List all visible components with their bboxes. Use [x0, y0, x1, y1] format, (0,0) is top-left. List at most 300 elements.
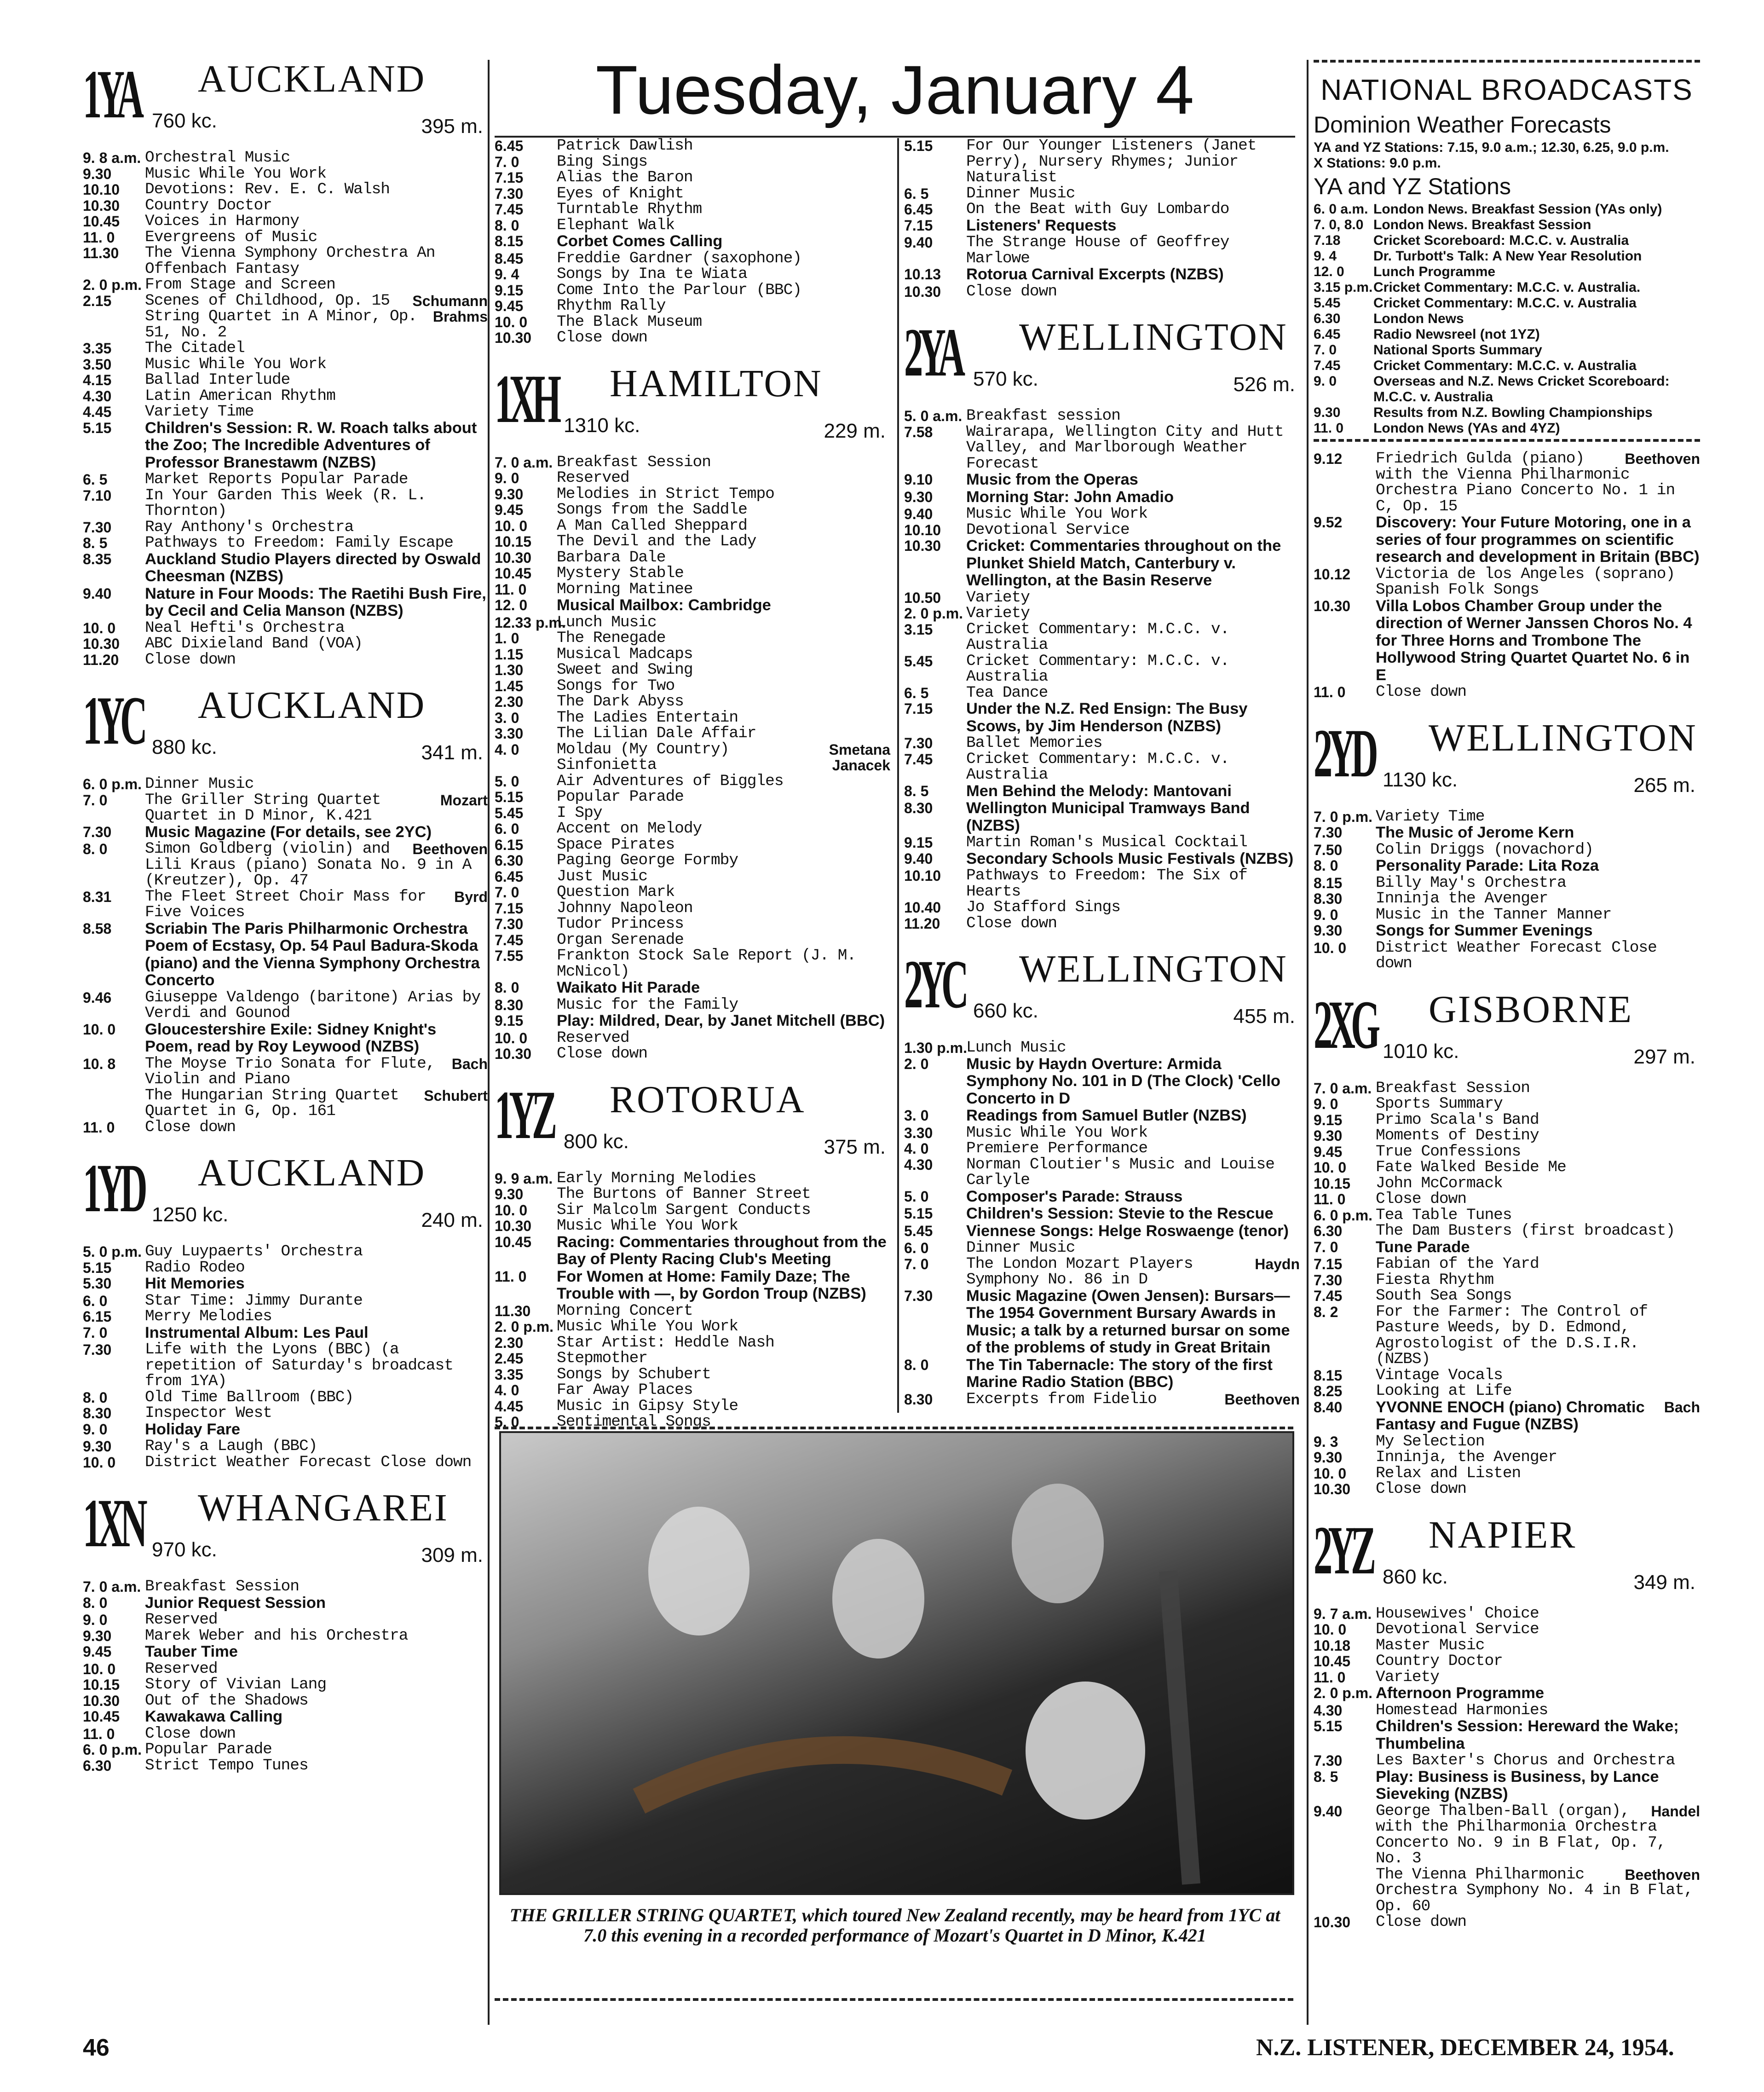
- program-title: Martin Roman's Musical Cocktail: [966, 833, 1247, 851]
- program-title: Songs from the Saddle: [557, 501, 747, 519]
- program-title: Mystery Stable: [557, 564, 684, 582]
- program-time: 5. 0: [495, 773, 519, 790]
- national-program-item: [1314, 405, 1700, 421]
- program-time: 6. 5: [83, 471, 108, 488]
- program-time: 2. 0 p.m.: [83, 277, 142, 293]
- program-title: Pathways to Freedom: Family Escape: [145, 534, 453, 552]
- program-item: [1314, 684, 1700, 700]
- program-time: 7.30: [904, 735, 933, 751]
- program-title: Friedrich Gulda (piano) with the Vienna Philharmonic Orchestra Piano Concerto No. 1 in C, Op. 15: [1376, 450, 1675, 515]
- city: WELLINGTON: [1019, 948, 1288, 990]
- program-time: 9. 9 a.m.: [495, 1170, 553, 1187]
- composer: Janacek: [832, 757, 890, 774]
- program-time: 12. 0: [1314, 264, 1344, 279]
- program-title: Devotional Service: [1376, 1620, 1539, 1638]
- program-item: [1314, 1685, 1700, 1703]
- program-title: Merry Melodies: [145, 1307, 272, 1325]
- program-time: 9.15: [495, 1012, 524, 1029]
- program-item: [1314, 1450, 1700, 1466]
- program-item: [495, 710, 890, 726]
- program-item: [83, 198, 488, 214]
- program-item: [83, 1244, 488, 1260]
- program-item: [904, 266, 1300, 284]
- program-title: Music While You Work: [145, 164, 327, 183]
- program-title: The Renegade: [557, 629, 666, 647]
- program-title: London News. Breakfast Session (YAs only): [1373, 202, 1662, 217]
- program-title: Cricket Commentary: M.C.C. v. Australia: [966, 652, 1229, 686]
- program-time: 9.30: [1314, 1127, 1343, 1144]
- program-time: 6.45: [495, 868, 524, 885]
- composer: Handel: [1651, 1803, 1700, 1820]
- program-item: [83, 792, 488, 824]
- program-title: Listeners' Requests: [966, 216, 1117, 234]
- program-time: 8.15: [1314, 1367, 1343, 1384]
- program-title: Men Behind the Melody: Mantovani: [966, 782, 1232, 800]
- program-title: Country Doctor: [145, 196, 272, 214]
- program-title: Les Baxter's Chorus and Orchestra: [1376, 1751, 1675, 1769]
- program-item: [1314, 1481, 1700, 1497]
- program-item: [1314, 940, 1700, 972]
- program-time: 8. 0: [904, 1356, 929, 1373]
- program-item: [904, 506, 1300, 522]
- program-title: Far Away Places: [557, 1381, 693, 1399]
- program-time: 9. 4: [1314, 248, 1337, 264]
- program-time: 7. 0: [1314, 1238, 1338, 1255]
- program-item: [1314, 842, 1700, 858]
- program-title: Ray's a Laugh (BBC): [145, 1437, 317, 1455]
- program-time: 5. 0: [904, 1188, 929, 1205]
- composer: Beethoven: [412, 841, 488, 857]
- station-2xg-header: [1314, 986, 1700, 1078]
- program-time: 11. 0: [1314, 1191, 1346, 1208]
- program-time: 11. 0: [1314, 1669, 1346, 1686]
- program-time: 10.18: [1314, 1637, 1351, 1654]
- program-item: [495, 582, 890, 598]
- program-time: 2.30: [495, 693, 524, 710]
- program-time: 7.15: [904, 217, 933, 234]
- program-time: 9.30: [83, 1627, 112, 1644]
- program-item: [1314, 451, 1700, 514]
- program-title: Corbet Comes Calling: [557, 232, 723, 250]
- column-1: [83, 55, 488, 1787]
- callsign: 2XG: [1314, 986, 1376, 1063]
- program-item: [904, 1357, 1300, 1392]
- program-title: Music While You Work: [145, 355, 327, 373]
- program-title: Inninja the Avenger: [1376, 890, 1548, 907]
- program-title: My Selection: [1376, 1432, 1485, 1451]
- program-title: The Tin Tabernacle: The story of the first Marine Radio Station (BBC): [966, 1356, 1273, 1391]
- program-time: 8. 5: [1314, 1768, 1338, 1785]
- program-time: 9.30: [1314, 1449, 1343, 1466]
- program-title: Nature in Four Moods: The Raetihi Bush Fire, by Cecil and Celia Manson (NZBS): [145, 584, 486, 619]
- program-title: The Devil and the Lady: [557, 532, 756, 550]
- program-title: Close down: [145, 1724, 236, 1743]
- program-item: [83, 1405, 488, 1422]
- program-time: 9.45: [495, 502, 524, 518]
- program-item: [495, 1399, 890, 1415]
- station-1yd-header: [83, 1149, 488, 1241]
- program-time: 6. 5: [904, 684, 929, 701]
- program-item: [904, 685, 1300, 701]
- program-item: [495, 853, 890, 869]
- program-time: 7.30: [83, 823, 112, 840]
- program-time: 6.45: [495, 138, 524, 154]
- column-3: [904, 138, 1300, 1421]
- program-time: 7.30: [495, 916, 524, 932]
- program-time: 7.30: [904, 1287, 933, 1304]
- program-item: [495, 470, 890, 486]
- frequency: 570 kc.: [973, 368, 1038, 390]
- program-title: Bing Sings: [557, 152, 648, 171]
- program-title: Readings from Samuel Butler (NZBS): [966, 1107, 1247, 1124]
- program-time: 4.45: [83, 404, 112, 420]
- program-item: [83, 1325, 488, 1342]
- program-item: [83, 150, 488, 166]
- program-item: [1314, 1718, 1700, 1753]
- program-item: [83, 889, 488, 921]
- national-program-item: [1314, 233, 1700, 248]
- program-title: On the Beat with Guy Lombardo: [966, 200, 1229, 218]
- program-title: Morning Star: John Amadio: [966, 488, 1174, 506]
- program-time: 6. 0: [904, 1240, 929, 1256]
- program-title: Scenes of Childhood, Op. 15: [145, 291, 390, 310]
- program-item: [495, 901, 890, 917]
- program-title: Overseas and N.Z. News Cricket Scoreboard: M.C.C. v. Australia: [1373, 374, 1670, 405]
- program-item: [904, 800, 1300, 835]
- program-title: Songs by Ina te Wiata: [557, 265, 747, 283]
- program-item: [904, 538, 1300, 590]
- program-item: [904, 1256, 1300, 1288]
- program-item: [1314, 1914, 1700, 1930]
- program-item: [495, 789, 890, 805]
- wavelength: 297 m.: [1633, 1045, 1695, 1068]
- program-time: 9. 0: [1314, 374, 1337, 389]
- program-title: Personality Parade: Lita Roza: [1376, 857, 1599, 874]
- program-item: [83, 1644, 488, 1661]
- city: NAPIER: [1429, 1513, 1577, 1556]
- callsign: 1YD: [83, 1150, 143, 1226]
- program-item: [83, 166, 488, 182]
- program-title: The Citadel: [145, 339, 245, 357]
- program-title: Star Artist: Heddle Nash: [557, 1333, 774, 1352]
- program-item: [495, 298, 890, 314]
- program-time: 11. 0: [495, 581, 527, 598]
- program-time: 10.15: [1314, 1175, 1351, 1192]
- column-divider: [1307, 60, 1309, 2025]
- program-time: 7. 0 p.m.: [1314, 808, 1373, 825]
- program-item: [83, 372, 488, 388]
- program-title: From Stage and Screen: [145, 276, 335, 294]
- frequency: 1310 kc.: [564, 414, 640, 437]
- program-time: 9.30: [1314, 922, 1343, 939]
- program-item: [83, 420, 488, 472]
- program-item: [1314, 858, 1700, 875]
- program-item: [1314, 1434, 1700, 1450]
- program-title: Children's Session: R. W. Roach talks about the Zoo; The Incredible Adventures of Professor Branestawm (NZBS): [145, 419, 477, 471]
- griller-quartet-photo: [499, 1431, 1294, 1895]
- program-title: Rotorua Carnival Excerpts (NZBS): [966, 266, 1224, 283]
- program-title: London News (YAs and 4YZ): [1373, 421, 1560, 436]
- program-title: Music in Gipsy Style: [557, 1397, 738, 1415]
- program-item: [495, 726, 890, 742]
- program-item: [904, 735, 1300, 751]
- program-item: [904, 590, 1300, 606]
- program-item: [904, 218, 1300, 235]
- program-item: [904, 1223, 1300, 1241]
- program-item: [495, 266, 890, 283]
- program-item: [904, 284, 1300, 300]
- program-time: 2. 0: [904, 1055, 929, 1072]
- program-title: Sweet and Swing: [557, 661, 693, 679]
- program-title: Breakfast Session: [145, 1578, 299, 1595]
- program-item: [904, 186, 1300, 202]
- program-time: 10.15: [83, 1676, 120, 1693]
- program-title: Kawakawa Calling: [145, 1708, 283, 1725]
- program-title: Alias the Baron: [557, 168, 693, 186]
- program-item: [495, 805, 890, 821]
- program-time: 10.45: [495, 1233, 532, 1250]
- program-title: Evergreens of Music: [145, 228, 317, 246]
- frequency: 1130 kc.: [1383, 768, 1458, 791]
- program-title: Devotions: Rev. E. C. Walsh: [145, 180, 390, 198]
- callsign: 1YC: [83, 682, 143, 759]
- program-item: [495, 615, 890, 631]
- program-item: [1314, 598, 1700, 685]
- program-time: 10. 0: [83, 1660, 116, 1677]
- program-title: Close down: [966, 914, 1057, 932]
- program-time: 1.30: [495, 662, 524, 678]
- program-item: [904, 701, 1300, 735]
- program-title: Old Time Ballroom (BBC): [145, 1388, 354, 1406]
- program-title: Vintage Vocals: [1376, 1366, 1503, 1384]
- national-program-item: [1314, 327, 1700, 342]
- program-item: [83, 404, 488, 420]
- composer: Bach: [451, 1055, 488, 1072]
- program-time: 3.30: [904, 1124, 933, 1141]
- program-time: 6.45: [1314, 327, 1341, 342]
- program-list-2yz: [1314, 1606, 1700, 1930]
- program-title: Simon Goldberg (violin) and Lili Kraus (piano) Sonata No. 9 in A (Kreutzer), Op. 47: [145, 840, 472, 890]
- program-time: 3.30: [495, 725, 524, 742]
- program-item: [83, 1276, 488, 1293]
- program-item: [495, 502, 890, 518]
- program-time: 5.45: [904, 653, 933, 670]
- program-time: 11.20: [904, 915, 940, 932]
- program-item: [83, 357, 488, 373]
- program-time: 8.30: [1314, 890, 1343, 907]
- program-time: 8.58: [83, 920, 112, 937]
- program-time: 6.30: [1314, 311, 1341, 326]
- program-title: The Burtons of Banner Street: [557, 1185, 811, 1203]
- program-title: Cricket: Commentaries throughout on the Plunket Shield Match, Canterbury v. Wellington, at the Basin Reserve: [966, 537, 1281, 589]
- program-time: 4. 0: [495, 1382, 519, 1399]
- program-time: 11. 0: [1314, 421, 1344, 436]
- program-item: [495, 980, 890, 997]
- program-time: 9.40: [904, 234, 933, 251]
- program-item: [83, 841, 488, 889]
- program-title: Popular Parade: [557, 788, 684, 806]
- composer: Beethoven: [1625, 451, 1700, 467]
- callsign: 2YA: [904, 314, 961, 391]
- program-time: 10.30: [904, 283, 941, 300]
- program-item: [495, 678, 890, 694]
- program-title: Tune Parade: [1376, 1238, 1470, 1256]
- program-title: Cricket Commentary: M.C.C. v. Australia.: [1373, 280, 1641, 295]
- program-item: [83, 1742, 488, 1758]
- program-title: Songs for Two: [557, 676, 675, 695]
- program-title: Tea Dance: [966, 683, 1048, 702]
- program-time: 5.15: [495, 789, 524, 805]
- program-time: 8. 0: [495, 979, 519, 996]
- program-title: Eyes of Knight: [557, 184, 684, 202]
- program-list-1yc: [83, 776, 488, 1135]
- program-time: 7.15: [495, 900, 524, 917]
- composer: Smetana: [829, 741, 890, 758]
- program-item: [83, 652, 488, 668]
- city: ROTORUA: [610, 1078, 806, 1121]
- program-time: 3. 0: [495, 709, 519, 726]
- program-title: Master Music: [1376, 1636, 1485, 1654]
- composer: Beethoven: [1224, 1391, 1300, 1408]
- program-time: 11. 0: [83, 1119, 115, 1136]
- program-title: Housewives' Choice: [1376, 1604, 1539, 1623]
- wavelength: 240 m.: [421, 1209, 483, 1231]
- program-title: London News: [1373, 311, 1464, 326]
- composer: Schubert: [424, 1087, 488, 1104]
- program-time: 7.45: [495, 931, 524, 948]
- program-time: 6. 5: [904, 185, 929, 202]
- program-time: 6. 0 a.m.: [1314, 202, 1368, 217]
- program-time: 6.30: [1314, 1223, 1343, 1239]
- program-item: [495, 1335, 890, 1351]
- callsign: 2YD: [1314, 715, 1374, 792]
- program-time: 10. 0: [83, 619, 116, 636]
- program-item: [83, 1260, 488, 1276]
- city: AUCKLAND: [198, 1151, 426, 1194]
- program-time: 9.40: [904, 506, 933, 522]
- wavelength: 229 m.: [824, 419, 886, 442]
- national-program-list: [1314, 202, 1700, 436]
- program-title: Space Pirates: [557, 835, 675, 854]
- program-item: [495, 1046, 890, 1062]
- program-item: [83, 1628, 488, 1644]
- program-title: Cricket Commentary: M.C.C. v. Australia: [1373, 358, 1637, 373]
- program-time: 8.31: [83, 888, 112, 905]
- program-time: 10.30: [904, 537, 941, 554]
- program-title: Gloucestershire Exile: Sidney Knight's Poem, read by Roy Leywood (NZBS): [145, 1020, 437, 1055]
- program-item: [83, 1709, 488, 1726]
- program-item: [83, 472, 488, 488]
- program-title: Accent on Melody: [557, 820, 702, 838]
- program-title: Relax and Listen: [1376, 1464, 1521, 1482]
- program-title: Breakfast Session: [1376, 1079, 1530, 1097]
- program-title: Johnny Napoleon: [557, 899, 693, 917]
- program-title: ABC Dixieland Band (VOA): [145, 635, 363, 653]
- program-item: [904, 1040, 1300, 1056]
- program-time: 7.55: [495, 948, 524, 964]
- program-item: [495, 1367, 890, 1383]
- program-item: [495, 170, 890, 186]
- program-title: Primo Scala's Band: [1376, 1110, 1539, 1129]
- program-time: 4. 0: [495, 741, 519, 758]
- program-item: [83, 636, 488, 652]
- program-list-1yz-continued: [904, 138, 1300, 300]
- program-item: [83, 1422, 488, 1439]
- program-time: 5.45: [1314, 295, 1341, 311]
- program-item: [495, 1234, 890, 1269]
- program-title: Inninja, the Avenger: [1376, 1448, 1557, 1466]
- program-title: Melodies in Strict Tempo: [557, 485, 774, 503]
- program-time: 5.15: [83, 419, 112, 436]
- program-title: Marek Weber and his Orchestra: [145, 1626, 408, 1645]
- program-time: 8. 0: [495, 217, 519, 234]
- program-item: [1314, 891, 1700, 907]
- program-item: [904, 1125, 1300, 1141]
- program-title: Viennese Songs: Helge Roswaenge (tenor): [966, 1222, 1289, 1240]
- city: AUCKLAND: [198, 58, 426, 100]
- program-title: I Spy: [557, 803, 602, 822]
- program-title: Music While You Work: [557, 1318, 738, 1335]
- program-item: [83, 776, 488, 792]
- program-item: [495, 948, 890, 980]
- program-time: 2. 0 p.m.: [1314, 1685, 1373, 1701]
- program-title: Excerpts from Fidelio: [966, 1390, 1157, 1408]
- program-time: 8.15: [1314, 874, 1343, 891]
- program-item: [495, 647, 890, 663]
- program-item: [495, 757, 890, 774]
- program-title: The Fleet Street Choir Mass for Five Voices: [145, 887, 426, 921]
- frequency: 860 kc.: [1383, 1565, 1448, 1588]
- program-time: 5.15: [904, 1205, 933, 1222]
- program-time: 8. 5: [904, 782, 929, 799]
- program-title: For the Farmer: The Control of Pasture Weeds, by D. Edmond, Agrostologist of the D.S.I.R. (NZBS): [1376, 1302, 1648, 1368]
- program-title: The London Mozart Players Symphony No. 86 in D: [966, 1254, 1193, 1289]
- wavelength: 395 m.: [421, 115, 483, 138]
- program-title: Auckland Studio Players directed by Oswald Cheesman (NZBS): [145, 550, 481, 585]
- program-item: [1314, 1703, 1700, 1719]
- program-title: John McCormack: [1376, 1174, 1503, 1192]
- program-title: Tauber Time: [145, 1643, 238, 1660]
- program-item: [495, 1218, 890, 1234]
- program-item: [83, 1758, 488, 1774]
- program-time: 7. 0: [495, 884, 519, 901]
- program-item: [495, 330, 890, 346]
- program-title: District Weather Forecast Close down: [145, 1453, 472, 1471]
- program-time: 11.30: [83, 245, 119, 261]
- program-item: [1314, 1208, 1700, 1224]
- program-title: Inspector West: [145, 1404, 272, 1422]
- program-time: 8. 0: [83, 1594, 108, 1611]
- program-item: [904, 653, 1300, 685]
- photo-block: [495, 1427, 1295, 1997]
- station-1yz-header: [495, 1076, 890, 1168]
- callsign: 2YC: [904, 946, 964, 1023]
- program-title: Junior Request Session: [145, 1594, 326, 1612]
- program-list-1yz: [495, 1171, 890, 1430]
- program-title: Children's Session: Stevie to the Rescue: [966, 1205, 1274, 1222]
- photo-silhouettes: [501, 1433, 1292, 1893]
- program-item: [1314, 809, 1700, 825]
- program-item: [83, 309, 488, 341]
- station-1xh-header: [495, 360, 890, 452]
- program-title: Moments of Destiny: [1376, 1127, 1539, 1144]
- program-time: 3.35: [495, 1366, 524, 1383]
- composer: Beethoven: [1625, 1866, 1700, 1883]
- frequency: 1010 kc.: [1383, 1040, 1459, 1063]
- program-title: Variety Time: [1376, 807, 1485, 826]
- program-time: 10. 0: [495, 1029, 528, 1046]
- program-time: 9.40: [1314, 1803, 1343, 1820]
